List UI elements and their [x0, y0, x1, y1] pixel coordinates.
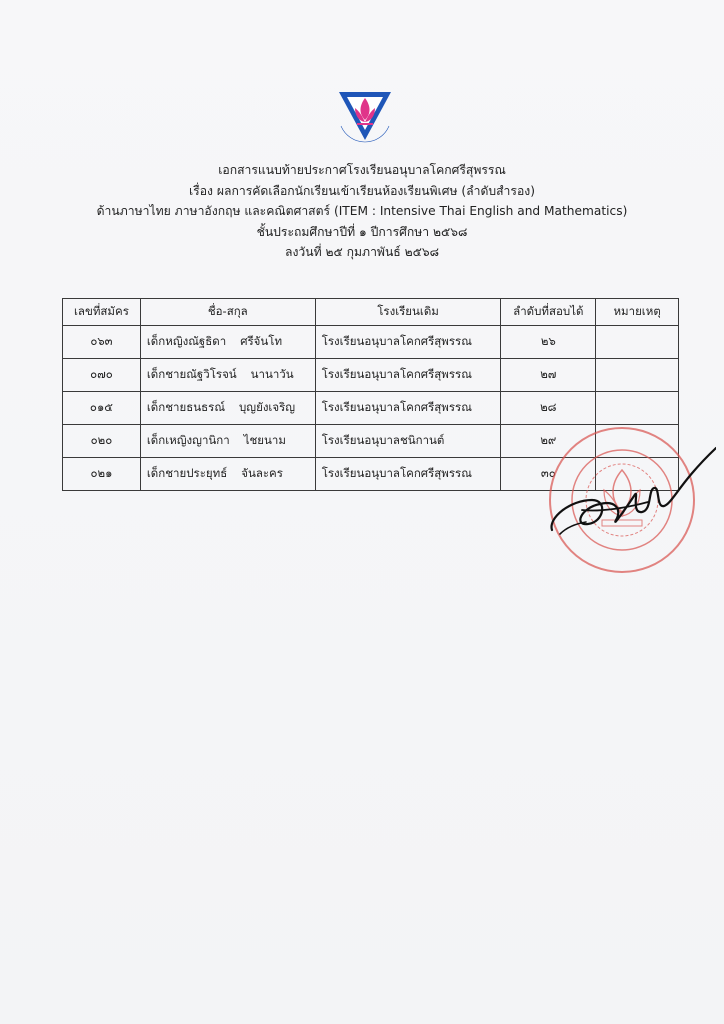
cell-remark	[596, 326, 679, 359]
header-full-name: ชื่อ-สกุล	[140, 299, 315, 326]
cell-full-name	[140, 425, 315, 458]
cell-rank: ๒๗	[501, 359, 596, 392]
cell-application-no: ๐๖๓	[63, 326, 141, 359]
last-name: บุญยังเจริญ	[238, 400, 296, 414]
cell-previous-school: โรงเรียนอนุบาลโคกศรีสุพรรณ	[315, 458, 501, 491]
cell-previous-school: โรงเรียนอนุบาลโคกศรีสุพรรณ	[315, 326, 501, 359]
heading-line-subject: เรื่อง ผลการคัดเลือกนักเรียนเข้าเรียนห้องเรียนพิเศษ (ลำดับสำรอง)	[189, 183, 535, 198]
cell-previous-school: โรงเรียนอนุบาลโคกศรีสุพรรณ	[315, 359, 501, 392]
cell-full-name	[140, 326, 315, 359]
cell-remark	[596, 359, 679, 392]
last-name: ศรีจันโท	[240, 334, 283, 348]
cell-previous-school: โรงเรียนอนุบาลโคกศรีสุพรรณ	[315, 392, 501, 425]
cell-rank: ๒๖	[501, 326, 596, 359]
header-rank: ลำดับที่สอบได้	[501, 299, 596, 326]
first-name: เด็กชายณัฐวิโรจน์	[146, 367, 237, 381]
last-name: จันละคร	[241, 466, 283, 480]
table-row	[63, 359, 679, 392]
first-name: เด็กเหญิงญานิกา	[146, 433, 230, 447]
cell-application-no: ๐๑๕	[63, 392, 141, 425]
school-logo	[335, 86, 395, 146]
cell-full-name	[140, 392, 315, 425]
heading-line-grade: ชั้นประถมศึกษาปีที่ ๑ ปีการศึกษา ๒๕๖๘	[256, 224, 468, 239]
header-application-no: เลขที่สมัคร	[63, 299, 141, 326]
header-remark: หมายเหตุ	[596, 299, 679, 326]
cell-full-name	[140, 458, 315, 491]
first-name: เด็กหญิงณัฐธิดา	[146, 334, 227, 348]
cell-rank: ๓๐	[501, 458, 596, 491]
heading-line-attachment: เอกสารแนบท้ายประกาศโรงเรียนอนุบาลโคกศรีสุพรรณ	[218, 163, 506, 177]
handwritten-signature	[530, 438, 716, 538]
last-name: นานาวัน	[250, 367, 294, 381]
cell-full-name	[140, 359, 315, 392]
heading-line-date: ลงวันที่ ๒๕ กุมภาพันธ์ ๒๕๖๘	[285, 245, 439, 259]
cell-application-no: ๐๗๐	[63, 359, 141, 392]
table-row	[63, 326, 679, 359]
table-header-row	[63, 299, 679, 326]
cell-application-no: ๐๒๑	[63, 458, 141, 491]
last-name: ไชยนาม	[243, 433, 286, 447]
cell-rank: ๒๘	[501, 392, 596, 425]
cell-previous-school: โรงเรียนอนุบาลชนิกานต์	[315, 425, 501, 458]
header-previous-school: โรงเรียนเดิม	[315, 299, 501, 326]
heading-line-program: ด้านภาษาไทย ภาษาอังกฤษ และคณิตศาสตร์ (ITEM : Intensive Thai English and Mathematics)	[96, 204, 628, 218]
first-name: เด็กชายประยุทธ์	[146, 466, 228, 480]
cell-application-no: ๐๒๐	[63, 425, 141, 458]
cell-rank: ๒๙	[501, 425, 596, 458]
first-name: เด็กชายธนธรณ์	[146, 400, 225, 414]
document-heading	[0, 160, 724, 263]
